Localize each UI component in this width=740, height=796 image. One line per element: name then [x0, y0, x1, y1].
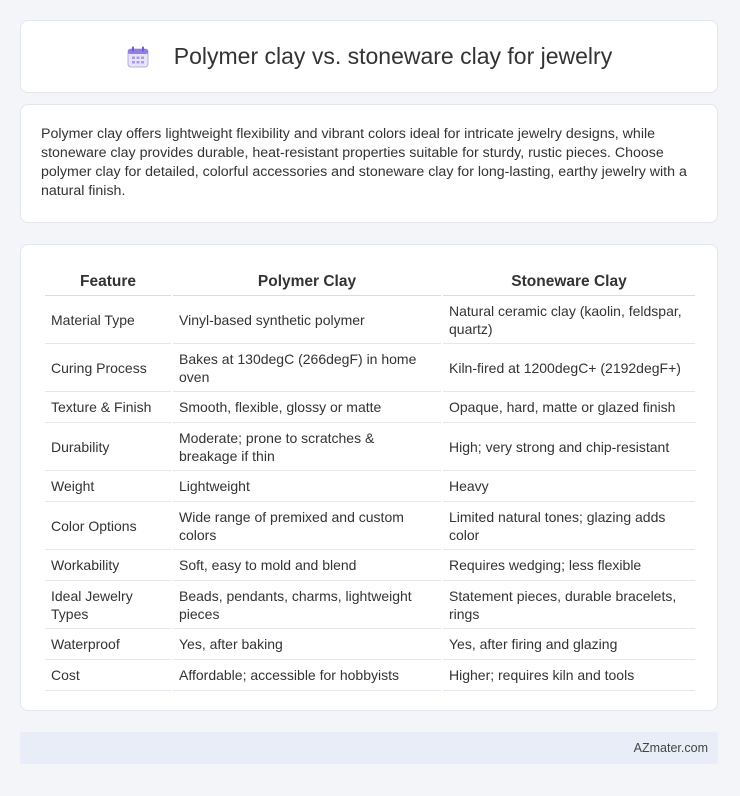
feature-cell: Color Options: [45, 502, 171, 550]
stoneware-cell: Higher; requires kiln and tools: [443, 660, 695, 691]
title-card: [20, 20, 718, 93]
feature-cell: Waterproof: [45, 629, 171, 660]
polymer-cell: Soft, easy to mold and blend: [173, 550, 441, 581]
summary-card: [20, 104, 718, 223]
stoneware-cell: Opaque, hard, matte or glazed finish: [443, 392, 695, 423]
header-stoneware-clay: Stoneware Clay: [443, 265, 695, 296]
polymer-cell: Yes, after baking: [173, 629, 441, 660]
stoneware-cell: Natural ceramic clay (kaolin, feldspar, quartz): [443, 296, 695, 344]
stoneware-cell: Yes, after firing and glazing: [443, 629, 695, 660]
table-row: [45, 660, 695, 691]
table-header-row: [45, 265, 695, 296]
table-row: [45, 471, 695, 502]
footer: [20, 732, 718, 764]
comparison-table: [43, 265, 697, 691]
table-row: [45, 502, 695, 550]
feature-cell: Material Type: [45, 296, 171, 344]
calendar-icon: [126, 45, 150, 69]
polymer-cell: Affordable; accessible for hobbyists: [173, 660, 441, 691]
polymer-cell: Smooth, flexible, glossy or matte: [173, 392, 441, 423]
table-row: [45, 550, 695, 581]
page-title: Polymer clay vs. stoneware clay for jewelry: [173, 43, 613, 69]
table-row: [45, 581, 695, 629]
table-row: [45, 344, 695, 392]
stoneware-cell: Limited natural tones; glazing adds color: [443, 502, 695, 550]
comparison-card: [20, 244, 718, 711]
feature-cell: Workability: [45, 550, 171, 581]
feature-cell: Weight: [45, 471, 171, 502]
stoneware-cell: Statement pieces, durable bracelets, rings: [443, 581, 695, 629]
stoneware-cell: Requires wedging; less flexible: [443, 550, 695, 581]
summary-text: Polymer clay offers lightweight flexibility and vibrant colors ideal for intricate jewelry designs, while stoneware clay provides durable, heat-resistant properties suitable for sturdy, rustic pieces. Choose polymer clay for detailed, colorful accessories and stoneware clay for long-lasting, earthy jewelry with a natural finish.: [41, 126, 687, 199]
polymer-cell: Bakes at 130degC (266degF) in home oven: [173, 344, 441, 392]
table-row: [45, 423, 695, 471]
header-feature: Feature: [45, 265, 171, 296]
feature-cell: Texture & Finish: [45, 392, 171, 423]
header-polymer-clay: Polymer Clay: [173, 265, 441, 296]
footer-brand: AZmater.com: [633, 741, 708, 755]
stoneware-cell: Kiln-fired at 1200degC+ (2192degF+): [443, 344, 695, 392]
table-row: [45, 392, 695, 423]
polymer-cell: Vinyl-based synthetic polymer: [173, 296, 441, 344]
feature-cell: Ideal Jewelry Types: [45, 581, 171, 629]
polymer-cell: Wide range of premixed and custom colors: [173, 502, 441, 550]
stoneware-cell: Heavy: [443, 471, 695, 502]
table-row: [45, 296, 695, 344]
table-row: [45, 629, 695, 660]
feature-cell: Curing Process: [45, 344, 171, 392]
feature-cell: Cost: [45, 660, 171, 691]
stoneware-cell: High; very strong and chip-resistant: [443, 423, 695, 471]
polymer-cell: Lightweight: [173, 471, 441, 502]
feature-cell: Durability: [45, 423, 171, 471]
polymer-cell: Moderate; prone to scratches & breakage if thin: [173, 423, 441, 471]
polymer-cell: Beads, pendants, charms, lightweight pieces: [173, 581, 441, 629]
